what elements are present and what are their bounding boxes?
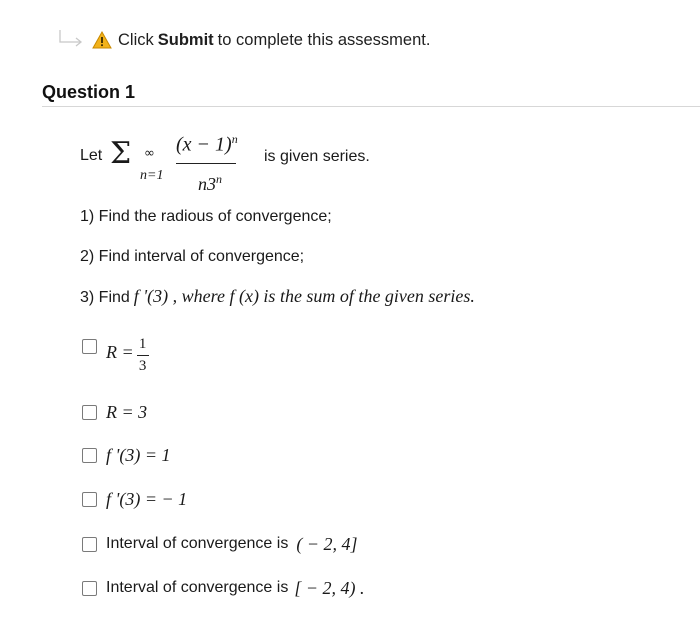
option-4-math: f '(3) = − 1 <box>106 488 188 509</box>
option-4-checkbox[interactable] <box>82 492 97 507</box>
fraction-bar <box>176 163 236 164</box>
option-2-checkbox[interactable] <box>82 405 97 420</box>
question-title: Question 1 <box>42 82 136 102</box>
task-3-math: f '(3) , where f (x) is the sum of the given series. <box>133 286 475 306</box>
warning-icon <box>92 31 112 49</box>
series-denominator <box>198 172 222 195</box>
option-6-text: Interval of convergence is <box>106 579 289 596</box>
option-5-checkbox[interactable] <box>82 537 97 552</box>
assessment-notice <box>56 26 430 54</box>
option-3-checkbox[interactable] <box>82 448 97 463</box>
option-5[interactable] <box>82 530 357 558</box>
series-given-text: is given series. <box>264 148 370 165</box>
numerator-exponent: n <box>231 132 238 146</box>
notice-suffix: to complete this assessment. <box>217 30 431 49</box>
option-6-math: [ − 2, 4) . <box>294 577 365 598</box>
notice-submit-bold: Submit <box>157 30 214 49</box>
option-3-math: f '(3) = 1 <box>106 444 171 465</box>
task-2: 2) Find interval of convergence; <box>80 248 305 265</box>
task-3-label: 3) Find <box>80 289 130 306</box>
sigma-upper-limit: ∞ <box>144 146 155 161</box>
option-2[interactable] <box>82 398 147 426</box>
series-numerator <box>176 132 238 157</box>
question-divider <box>42 106 700 107</box>
task-1: 1) Find the radious of convergence; <box>80 208 332 225</box>
option-1-checkbox[interactable] <box>82 339 97 354</box>
return-arrow-icon <box>56 28 86 52</box>
option-6[interactable] <box>82 574 364 602</box>
task-3 <box>80 286 475 307</box>
denominator-exponent: n <box>216 172 222 186</box>
numerator-base: (x − 1) <box>176 133 232 156</box>
sigma-symbol: Σ <box>110 136 132 171</box>
option-1-denominator: 3 <box>138 358 147 374</box>
series-let: Let <box>80 147 103 164</box>
option-1-fraction <box>137 336 149 375</box>
option-3[interactable] <box>82 441 171 469</box>
option-6-checkbox[interactable] <box>82 581 97 596</box>
sigma-lower-limit: n=1 <box>140 168 164 183</box>
option-2-math: R = 3 <box>106 401 148 422</box>
option-5-text: Interval of convergence is <box>106 535 289 552</box>
notice-prefix: Click <box>118 30 154 49</box>
option-1[interactable] <box>82 336 149 382</box>
option-1-numerator: 1 <box>138 336 147 352</box>
option-1-lhs: R = <box>106 342 134 362</box>
series-statement <box>80 128 640 198</box>
option-5-math: ( − 2, 4] <box>296 533 358 554</box>
option-1-fraction-bar <box>137 355 149 356</box>
option-4[interactable] <box>82 485 187 513</box>
denominator-base: n3 <box>198 174 216 194</box>
